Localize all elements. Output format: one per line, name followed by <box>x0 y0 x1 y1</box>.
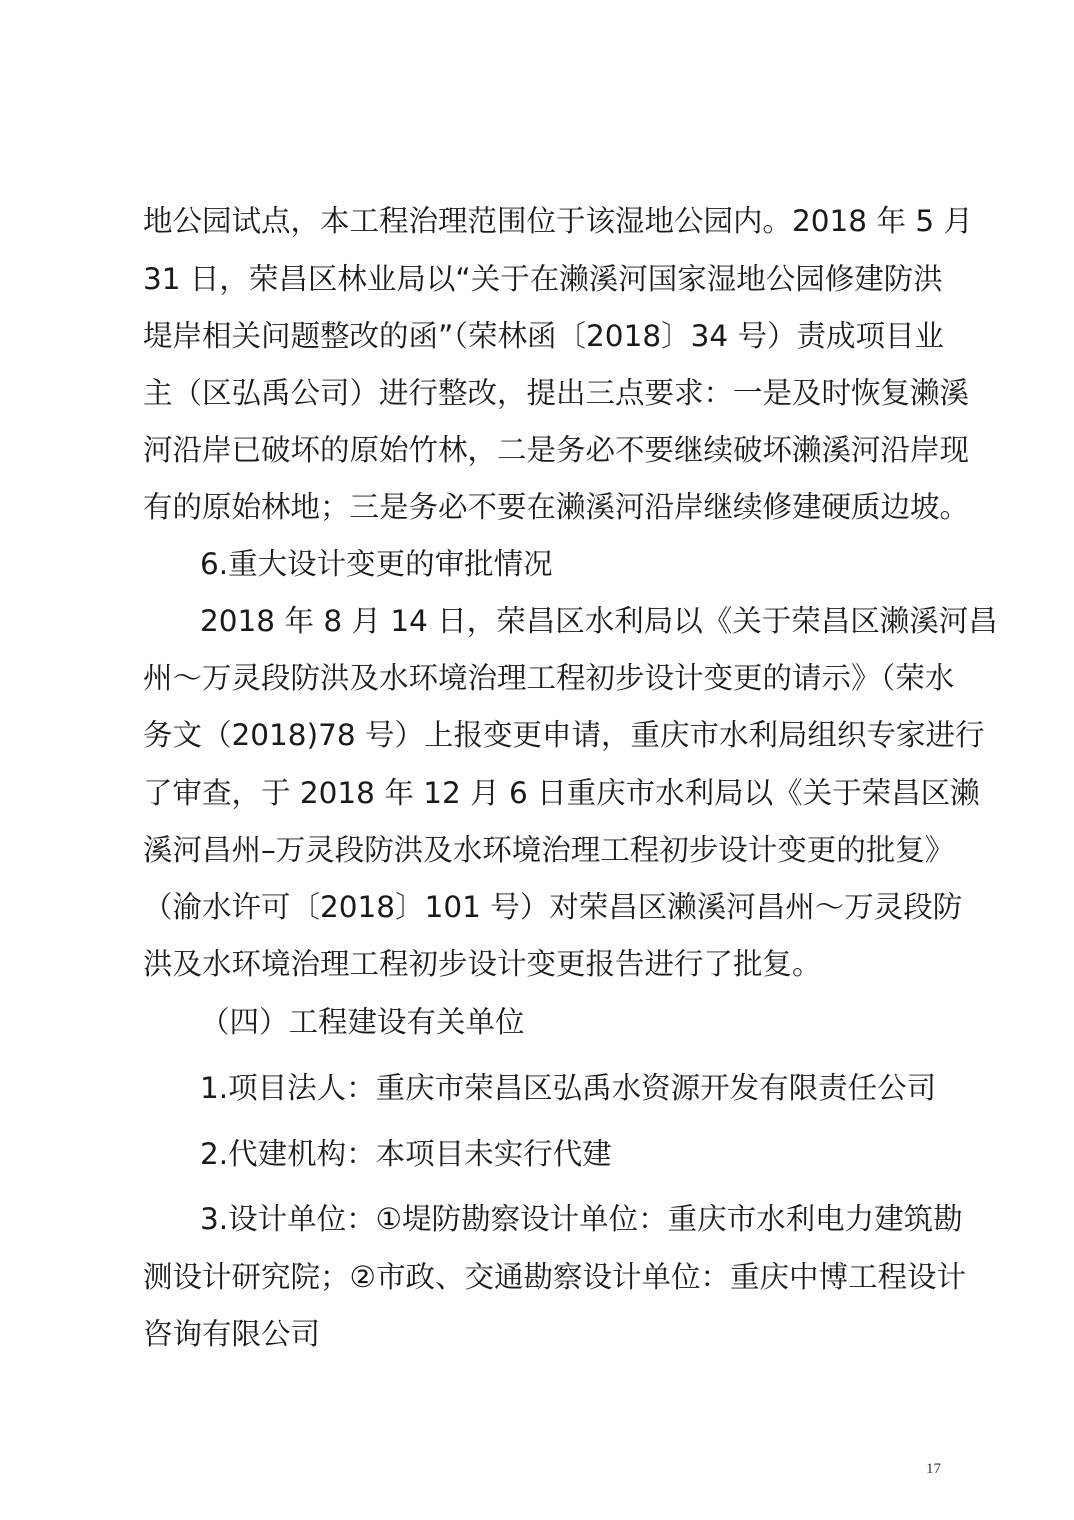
page-number: 17 <box>926 1461 941 1477</box>
body-text-line: 地公园试点，本工程治理范围位于该湿地公园内。2018 年 5 月 <box>143 204 973 238</box>
list-item: 2.代建机构：本项目未实行代建 <box>200 1137 612 1171</box>
body-text-line: 了审查，于 2018 年 12 月 6 日重庆市水利局以《关于荣昌区濑 <box>143 776 980 810</box>
body-text-line: 主（区弘禹公司）进行整改，提出三点要求：一是及时恢复濑溪 <box>143 376 970 410</box>
body-text-line: 测设计研究院；②市政、交通勘察设计单位：重庆中博工程设计 <box>143 1260 966 1294</box>
list-item: 3.设计单位：①堤防勘察设计单位：重庆市水利电力建筑勘 <box>200 1202 963 1236</box>
body-text-line: 31 日，荣昌区林业局以“关于在濑溪河国家湿地公园修建防洪 <box>143 262 943 296</box>
body-text-line: （渝水许可〔2018〕101 号）对荣昌区濑溪河昌州～万灵段防 <box>143 890 963 924</box>
section-heading: （四）工程建设有关单位 <box>200 1005 525 1039</box>
body-text-line: 堤岸相关问题整改的函”（荣林函〔2018〕34 号）责成项目业 <box>143 319 945 353</box>
list-item: 1.项目法人：重庆市荣昌区弘禹水资源开发有限责任公司 <box>200 1071 937 1105</box>
body-text-line: 洪及水环境治理工程初步设计变更报告进行了批复。 <box>143 947 822 981</box>
body-text-line: 州～万灵段防洪及水环境治理工程初步设计变更的请示》（荣水 <box>143 661 955 695</box>
body-text-line: 务文（2018)78 号）上报变更申请，重庆市水利局组织专家进行 <box>143 718 985 752</box>
body-text-line: 2018 年 8 月 14 日，荣昌区水利局以《关于荣昌区濑溪河昌 <box>200 604 998 638</box>
body-text-line: 有的原始林地；三是务必不要在濑溪河沿岸继续修建硬质边坡。 <box>143 490 970 524</box>
body-text-line: 河沿岸已破坏的原始竹林，二是务必不要继续破坏濑溪河沿岸现 <box>143 433 970 467</box>
section-heading: 6.重大设计变更的审批情况 <box>200 547 553 581</box>
body-text-line: 咨询有限公司 <box>143 1317 321 1351</box>
body-text-line: 溪河昌州–万灵段防洪及水环境治理工程初步设计变更的批复》 <box>143 833 955 867</box>
